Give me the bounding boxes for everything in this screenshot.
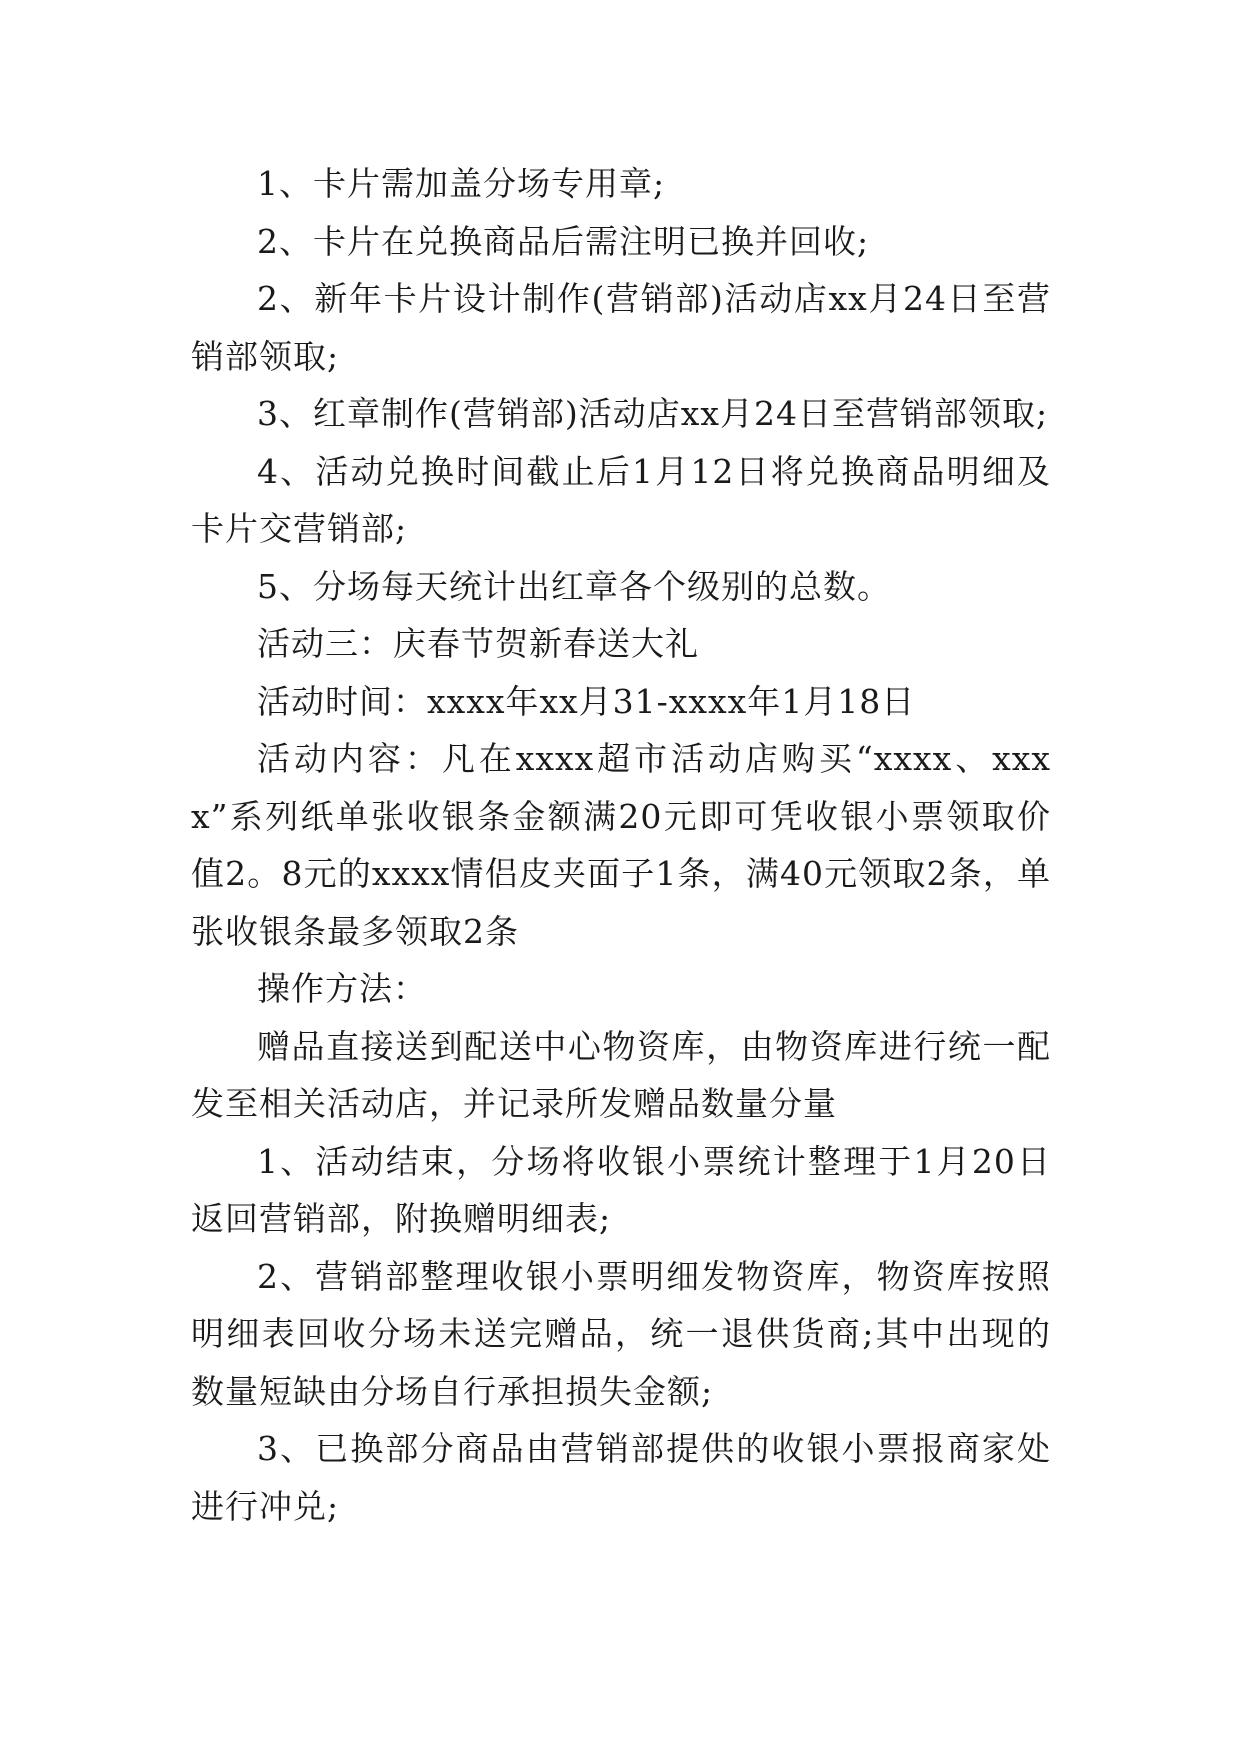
activity-three-heading: 活动三：庆春节贺新春送大礼 xyxy=(257,624,699,663)
paragraph-red-seal: 3、红章制作(营销部)活动店xx月24日至营销部领取; xyxy=(257,394,1049,433)
paragraph-receipt-processing: 2、营销部整理收银小票明细发物资库，物资库按照明细表回收分场未送完赠品，统一退供货商;其中出现的数量短缺由分场自行承担损失金额; xyxy=(191,1256,1051,1411)
paragraph-activity-end: 1、活动结束，分场将收银小票统计整理于1月20日返回营销部，附换赠明细表; xyxy=(191,1141,1051,1238)
activity-time: 活动时间：xxxx年xx月31-xxxx年1月18日 xyxy=(257,681,916,721)
operation-method-heading: 操作方法： xyxy=(257,969,427,1008)
paragraph-card-design: 2、新年卡片设计制作(营销部)活动店xx月24日至营销部领取; xyxy=(191,279,1051,376)
document-body xyxy=(191,155,1051,1535)
paragraph-card-seal: 1、卡片需加盖分场专用章; xyxy=(257,164,666,203)
paragraph-exchange-deadline: 4、活动兑换时间截止后1月12日将兑换商品明细及卡片交营销部; xyxy=(191,451,1051,548)
paragraph-gift-delivery: 赠品直接送到配送中心物资库，由物资库进行统一配发至相关活动店，并记录所发赠品数量分量 xyxy=(191,1026,1051,1123)
paragraph-merchant-settlement: 3、已换部分商品由营销部提供的收银小票报商家处进行冲兑; xyxy=(191,1429,1051,1526)
activity-content: 活动内容：凡在xxxx超市活动店购买“xxxx、xxxx”系列纸单张收银条金额满20元即可凭收银小票领取价值2。8元的xxxx情侣皮夹面子1条，满40元领取2条，单张收银条最多领取2条 xyxy=(191,739,1051,951)
paragraph-card-exchange: 2、卡片在兑换商品后需注明已换并回收; xyxy=(257,221,870,261)
paragraph-daily-statistics: 5、分场每天统计出红章各个级别的总数。 xyxy=(257,566,891,606)
